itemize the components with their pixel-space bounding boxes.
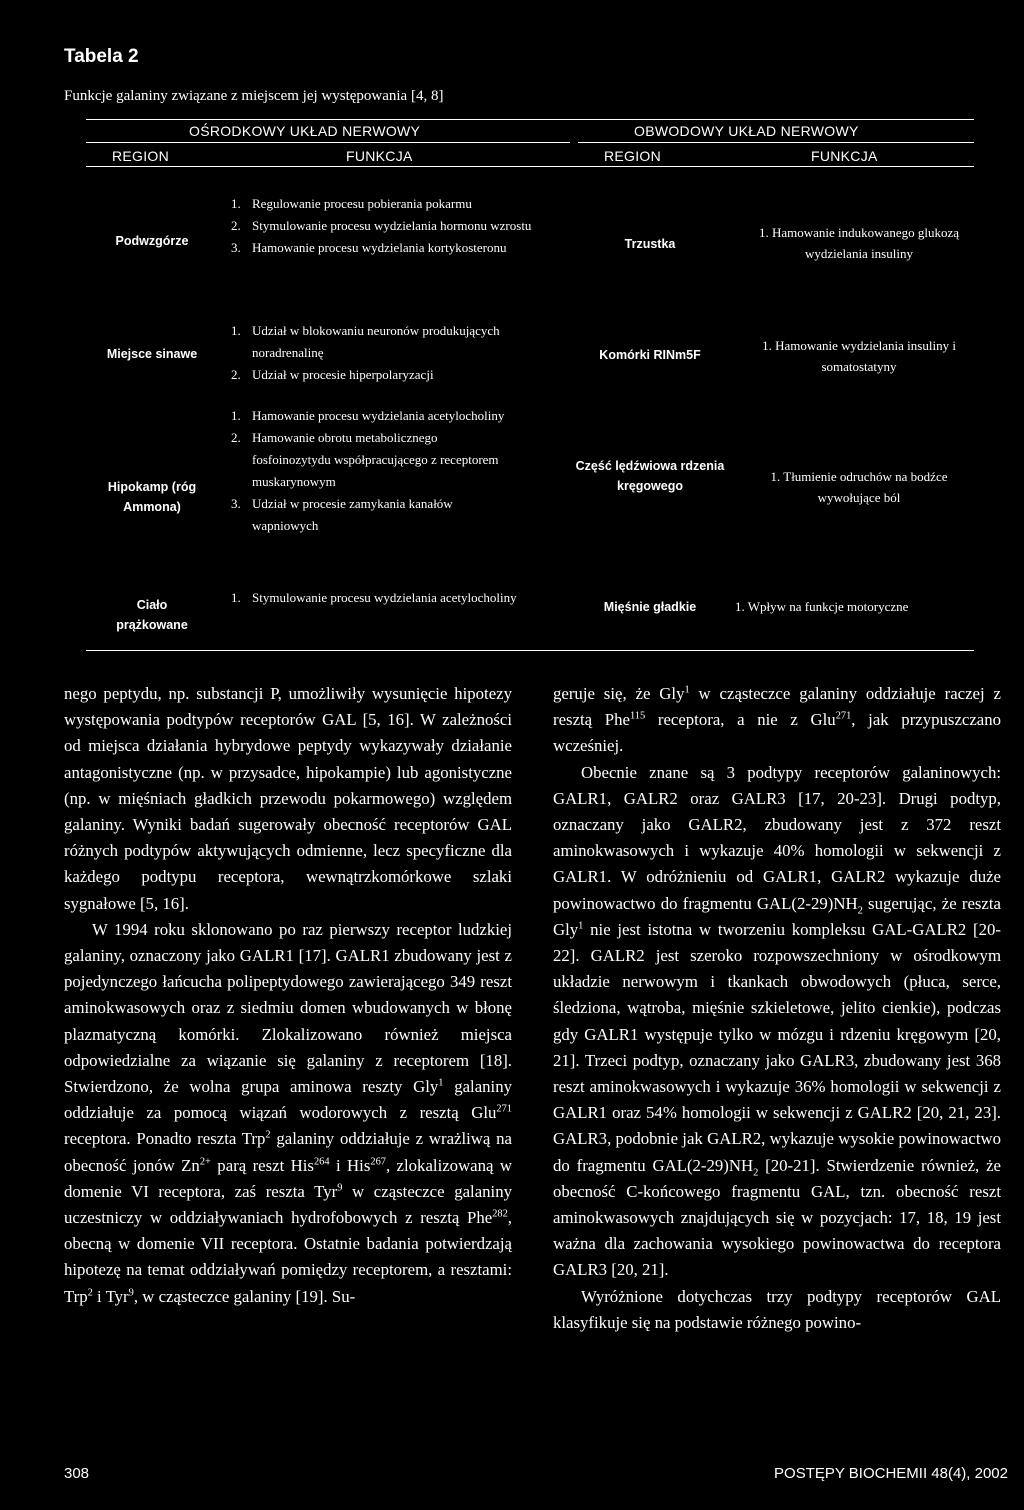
table-cell-region: Trzustka	[624, 237, 676, 251]
function-number: 1.	[762, 338, 776, 353]
table-cell-region: Podwzgórze	[115, 234, 189, 248]
function-item: Hamowanie wydzielania insuliny i somatostatyny	[775, 338, 956, 374]
function-item: 1. Udział w blokowaniu neuronów produkujących noradrenalinę	[244, 320, 518, 364]
function-item: 3. Udział w procesie zamykania kanałów wapniowych	[244, 493, 518, 537]
function-number: 1.	[770, 469, 784, 484]
table-cell-functions	[218, 587, 518, 609]
function-item: Tłumienie odruchów na bodźce wywołujące ból	[783, 469, 948, 505]
table-cell-region: Hipokamp (róg Ammona)	[107, 480, 197, 514]
function-item: 2. Udział w procesie hiperpolaryzacji	[244, 364, 518, 386]
function-item: Wpływ na funkcje motoryczne	[747, 599, 909, 614]
function-number: 1.	[758, 225, 772, 240]
table-title: Tabela 2	[64, 46, 139, 67]
cns-group-rule	[86, 142, 570, 143]
function-item: 1. Stymulowanie procesu wydzielania acetylocholiny	[244, 587, 518, 609]
table-cell-region: Mięśnie gładkie	[603, 600, 697, 614]
paragraph: W 1994 roku sklonowano po raz pierwszy receptor ludzkiej galaniny, oznaczony jako GALR1 [17]. GALR1 zbudowany jest z pojedynczego łańcucha polipeptydowego zawierającego 349 reszt aminokwasowych oraz z siedmiu domen wbudowanych w błonę plazmatyczną komórki. Zlokalizowano również miejsca odpowiedzialne za wiązanie się galaniny z receptorem [18]. Stwierdzono, że wolna grupa aminowa reszty Gly$^1$ galaniny oddziałuje za pomocą wiązań wodorowych z resztą Glu$^{271}$ receptora. Ponadto reszta Trp$^2$ galaniny oddziałuje z wrażliwą na obecność jonów $Zn^{2+}$ parą reszt His$^{264}$ i His$^{267}$, zlokalizowaną w domenie VI receptora, zaś reszta Tyr$^9$ w cząsteczce galaniny uczestniczy w oddziaływaniach hydrofobowych z resztą Phe$^{282}$, obecną w domenie VII receptora. Ostatnie badania potwierdzają hipotezę na temat oddziaływań pomiędzy receptorem, a resztami: Trp$^2$ i Tyr$^9$, w cząsteczce galaniny [19]. Su-	[64, 919, 512, 1306]
function-header-pns: FUNKCJA	[811, 148, 878, 164]
table-cell-functions	[218, 193, 563, 259]
pns-header: OBWODOWY UKŁAD NERWOWY	[634, 123, 859, 139]
table-cell-functions	[218, 320, 518, 386]
function-item: 1. Hamowanie procesu wydzielania acetylocholiny	[244, 405, 518, 427]
table-cell-region: Ciało prążkowane	[116, 598, 188, 632]
table-cell-functions	[218, 405, 518, 537]
function-item: 1. Regulowanie procesu pobierania pokarmu	[244, 193, 563, 215]
paragraph: Obecnie znane są 3 podtypy receptorów galaninowych: GALR1, GALR2 oraz GALR3 [17, 20-23]. Drugi podtyp, oznaczany jako GALR2, zbudowany jest z 372 reszt aminokwasowych i wykazuje 40% homologii w sekwencji z GALR1. W odróżnieniu od GALR1, GALR2 wykazuje duże powinowactwo do fragmentu $GAL(2-29)NH_2$ sugerując, że reszta Gly$^1$ nie jest istotna w tworzeniu kompleksu GAL-GALR2 [20-22]. GALR2 jest szeroko rozpowszechniony w ośrodkowym układzie nerwowym i tkankach obwodowych (płuca, serce, śledziona, wątroba, mięśnie szkieletowe, jelito cienkie), podczas gdy GALR1 występuje tylko w mózgu i rdzeniu kręgowym [20, 21]. Trzeci podtyp, oznaczany jako GALR3, zbudowany jest 368 reszt aminokwasowych i wykazuje 36% homologii w sekwencji z GALR1 oraz 54% homologii w sekwencji z GALR2 [20, 21, 23]. GALR3, podobnie jak GALR2, wykazuje wysokie powinowactwo do fragmentu $GAL(2-29)NH_2$ [20-21]. Stwierdzenie również, że obecność C-końcowego fragmentu GAL, tzn. obecność reszt aminokwasowych znajdujących się w pozycjach: 17, 18, 19 jest ważna dla zachowania wysokiego powinowactwa do receptora GALR3 [20, 21].	[553, 762, 1002, 1280]
region-header-pns: REGION	[604, 148, 662, 164]
function-item: 2. Stymulowanie procesu wydzielania hormonu wzrostu	[244, 215, 563, 237]
table-cell-functions	[748, 466, 970, 508]
right-text-column	[553, 681, 1001, 1336]
table-cell-region: Miejsce sinawe	[106, 347, 198, 361]
table-cell-functions	[735, 596, 985, 617]
table-cell-region: Część lędźwiowa rdzenia kręgowego	[575, 459, 725, 493]
paragraph: geruje się, że Gly$^1$ w cząsteczce galaniny oddziałuje raczej z resztą Phe$^{115}$ receptora, a nie z Glu$^{271}$, jak przypuszczano wcześniej.	[553, 684, 1002, 756]
paragraph: Wyróżnione dotychczas trzy podtypy receptorów GAL klasyfikuje się na podstawie różnego powino-	[553, 1286, 1001, 1332]
function-number: 1.	[735, 599, 748, 614]
table-cell-functions	[748, 222, 970, 264]
table-bottom-rule	[86, 650, 974, 651]
function-item: 2. Hamowanie obrotu metabolicznego fosfoinozytydu współpracującego z receptorem muskarynowym	[244, 427, 518, 493]
table-caption: Funkcje galaniny związane z miejscem jej występowania [4, 8]	[64, 88, 444, 104]
paragraph: nego peptydu, np. substancji P, umożliwiły wysunięcie hipotezy występowania podtypów receptorów GAL [5, 16]. W zależności od miejsca działania hybrydowe peptydy wykazywały działanie antagonistyczne (np. w przysadce, hipokampie) lub agonistyczne (np. w mięśniach gładkich przewodu pokarmowego) względem galaniny. Wyniki badań sugerowały obecność receptorów GAL różnych podtypów aktywujących odmienne, lecz specyficzne dla każdego podtypu receptora, wewnątrzkomórkowe szlaki sygnałowe [5, 16].	[64, 684, 512, 913]
table-top-rule	[86, 119, 974, 120]
journal-footer: POSTĘPY BIOCHEMII 48(4), 2002	[774, 1465, 1008, 1482]
left-text-column	[64, 681, 512, 1310]
header-bottom-rule	[86, 166, 974, 167]
region-header-cns: REGION	[112, 148, 170, 164]
cns-header: OŚRODKOWY UKŁAD NERWOWY	[189, 123, 421, 139]
table-cell-region: Komórki RINm5F	[599, 348, 701, 362]
function-item: Hamowanie indukowanego glukozą wydzielania insuliny	[771, 225, 959, 261]
function-item: 3. Hamowanie procesu wydzielania kortykosteronu	[244, 237, 563, 259]
table-cell-functions	[748, 335, 970, 377]
function-header-cns: FUNKCJA	[346, 148, 413, 164]
page-number: 308	[64, 1465, 90, 1482]
pns-group-rule	[578, 142, 974, 143]
